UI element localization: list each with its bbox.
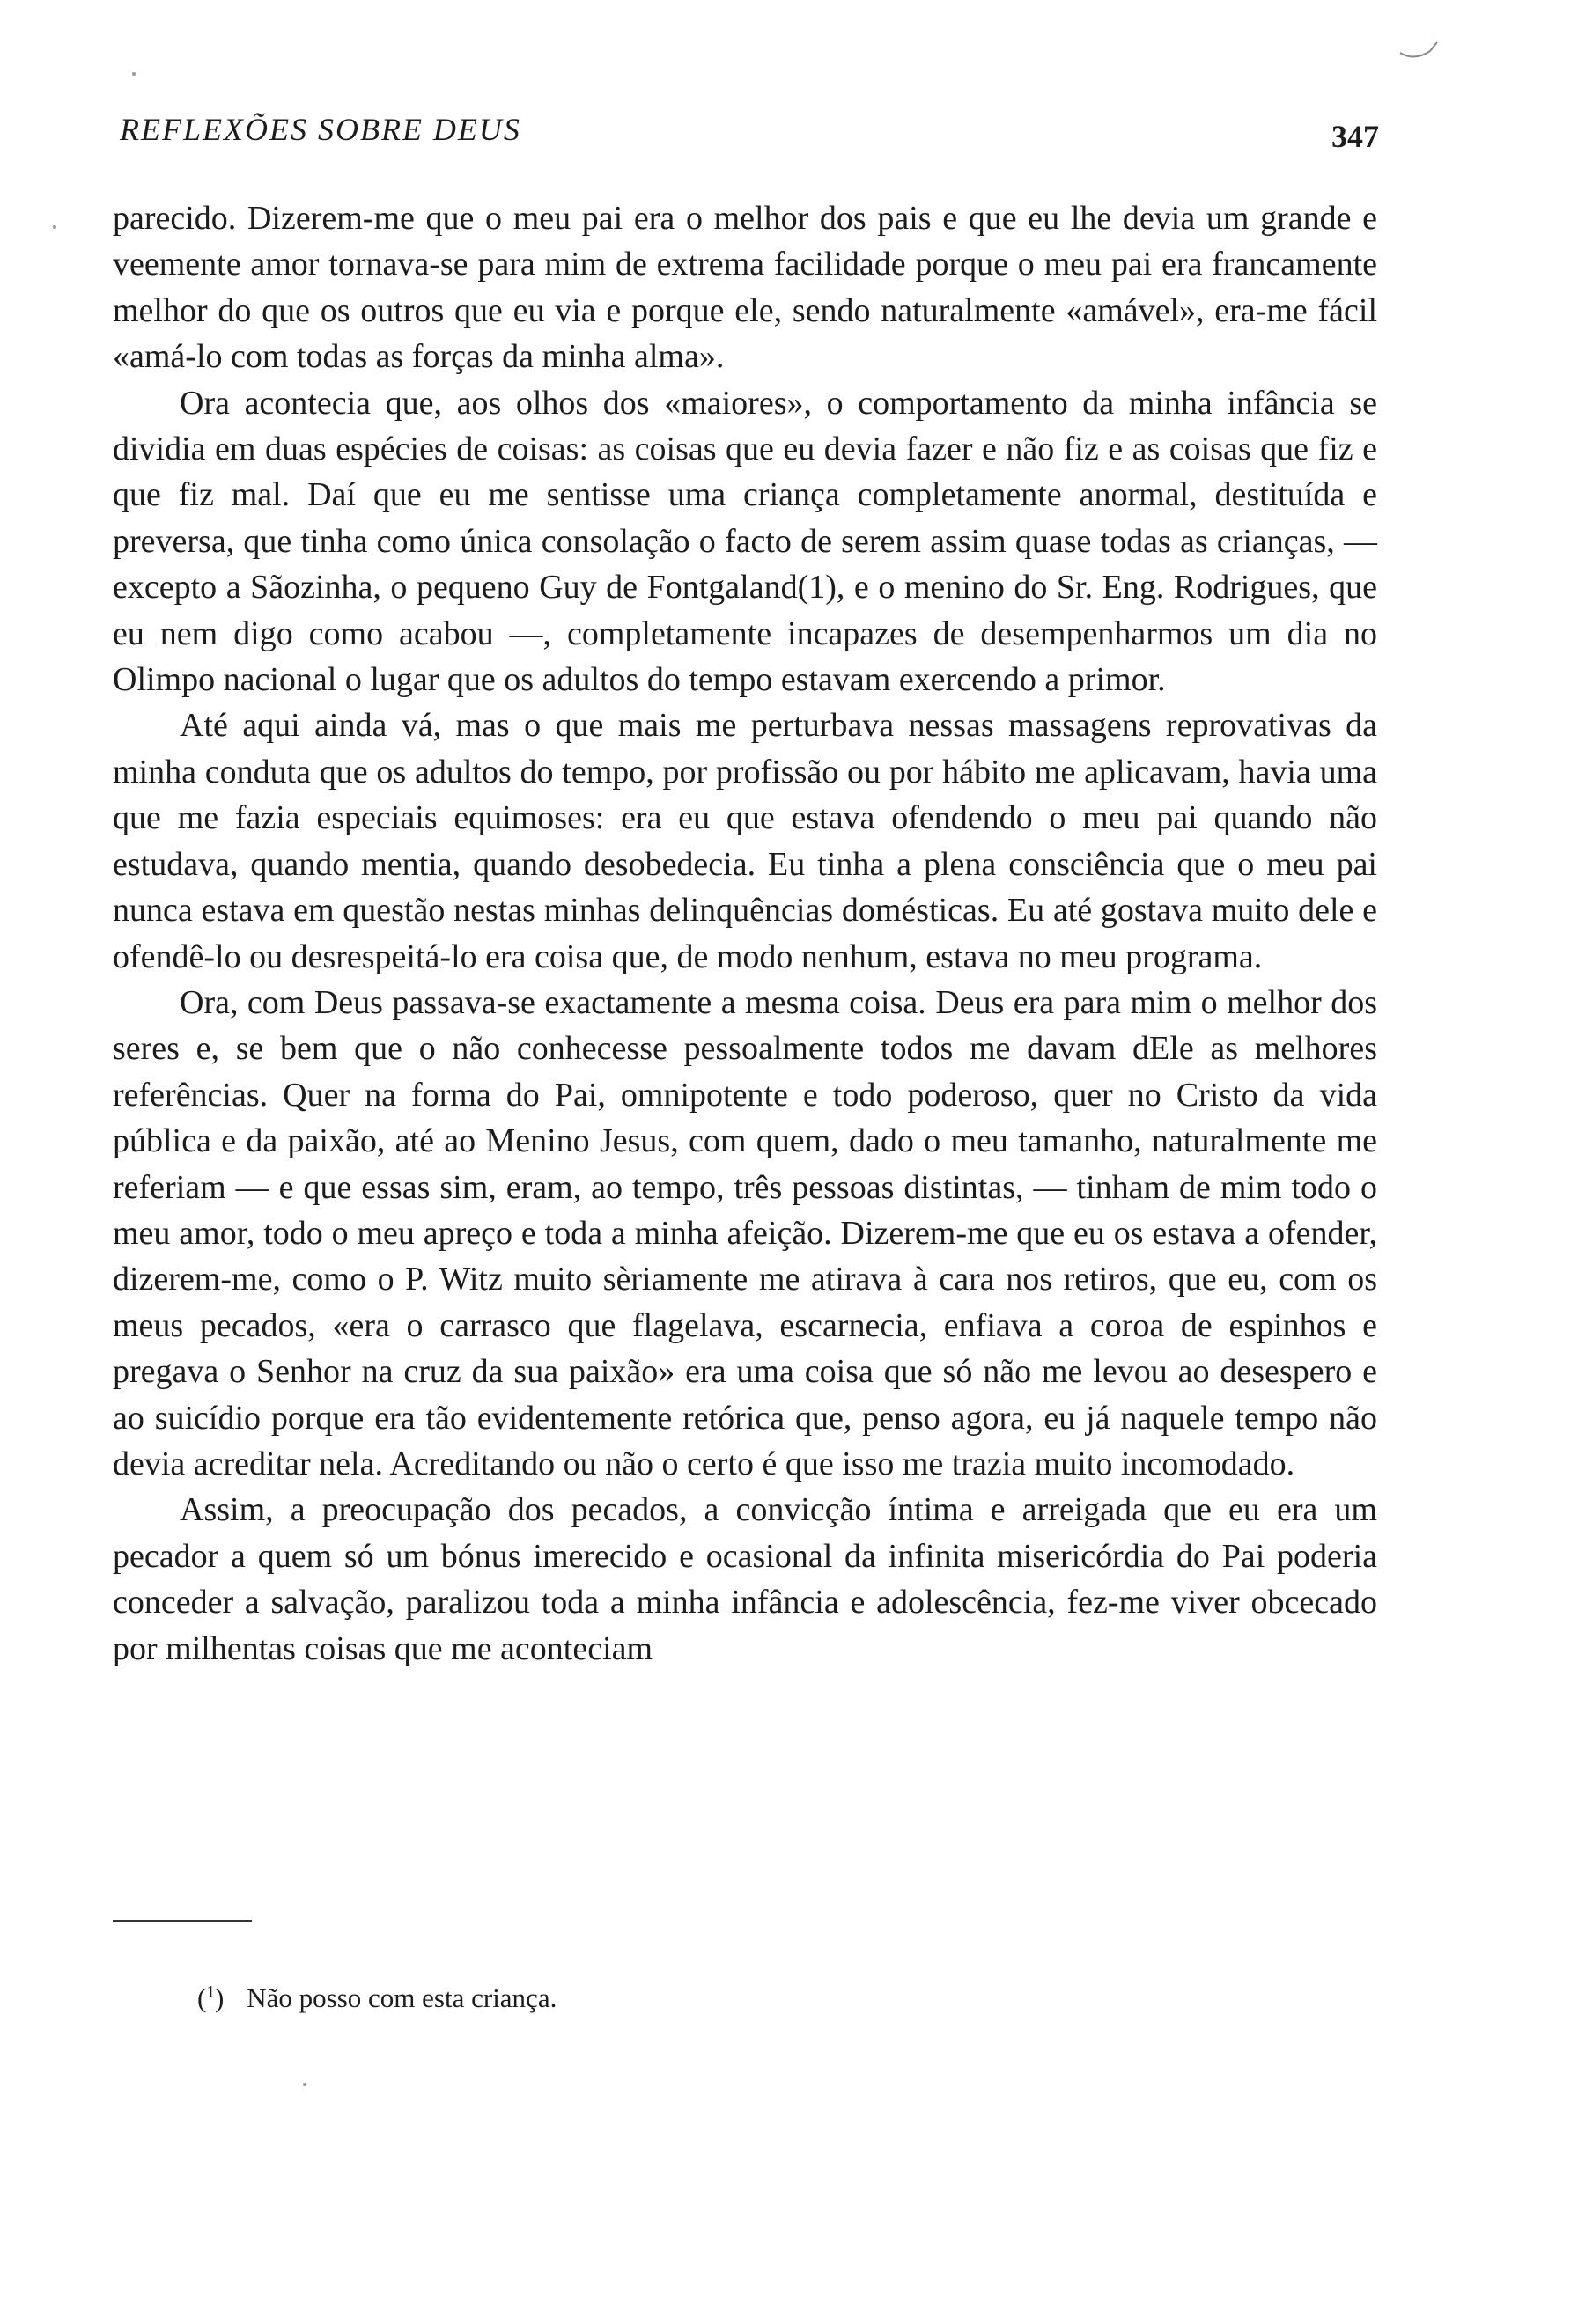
footnote-marker-number: 1 — [206, 1982, 215, 2002]
body-text — [113, 195, 1377, 1672]
scan-speck — [303, 2083, 306, 2086]
paragraph: Ora, com Deus passava-se exactamente a mesma coisa. Deus era para mim o melhor dos seres e, se bem que o não conhecesse pessoalmente todos me davam dEle as melhores referências. Quer na forma do Pai, omnipotente e todo poderoso, quer no Cristo da vida pública e da paixão, até ao Menino Jesus, com quem, dado o meu tamanho, naturalmente me referiam — e que essas sim, eram, ao tempo, três pessoas distintas, — tinham de mim todo o meu amor, todo o meu apreço e toda a minha afeição. Dizerem-me que eu os estava a ofender, dizerem-me, como o P. Witz muito sèriamente me atirava à cara nos retiros, que eu, com os meus pecados, «era o carrasco que flagelava, escarnecia, enfiava a coroa de espinhos e pregava o Senhor na cruz da sua paixão» era uma coisa que só não me levou ao desespero e ao suicídio porque era tão evidentemente retórica que, penso agora, eu já naquele tempo não devia acreditar nela. Acreditando ou não o certo é que isso me trazia muito incomodado. — [113, 983, 1377, 1482]
footnote-text: Não posso com esta criança. — [247, 1982, 557, 2013]
running-title: REFLEXÕES SOBRE DEUS — [120, 112, 521, 147]
running-head — [120, 104, 1379, 157]
paragraph: Assim, a preocupação dos pecados, a convicção íntima e arreigada que eu era um pecador a quem só um bónus imerecido e ocasional da infinita misericórdia do Pai poderia conceder a salvação, paralizou toda a minha infância e adolescência, fez-me viver obcecado por milhentas coisas que me aconteciam — [113, 1491, 1377, 1667]
footnote-reference: (1) — [797, 569, 837, 607]
paragraph: Até aqui ainda vá, mas o que mais me perturbava nessas massagens reprovativas da minha conduta que os adultos do tempo, por profissão ou por hábito me aplicavam, havia uma que me fazia especiais equimoses: era eu que estava ofendendo o meu pai quando não estudava, quando mentia, quando desobedecia. Eu tinha a plena consciência que o meu pai nunca estava em questão nestas minhas delinquências domésticas. Eu até gostava muito dele e ofendê-lo ou desrespeitá-lo era coisa que, de modo nenhum, estava no meu programa. — [113, 707, 1377, 975]
page-number: 347 — [1331, 119, 1379, 154]
scan-speck — [132, 72, 136, 76]
footnote-marker-open: ( — [197, 1982, 207, 2013]
footnote — [197, 1982, 557, 2014]
paragraph: parecido. Dizerem-me que o meu pai era o melhor dos pais e que eu lhe devia um grande e veemente amor tornava-se para mim de extrema facilidade porque o meu pai era francamente melhor do que os outros que eu via e porque ele, sendo naturalmente «amável», era-me fácil «amá-lo com todas as forças da minha alma». — [113, 200, 1377, 376]
footnote-rule — [113, 1920, 252, 1922]
scan-mark-icon — [1398, 35, 1442, 67]
footnote-marker — [197, 1982, 224, 2013]
paragraph-text: Ora acontecia que, aos olhos dos «maiores», o comportamento da minha infância se dividia em duas espécies de coisas: as coisas que eu devia fazer e não fiz e as coisas que fiz e que fiz mal. Daí que eu me sentisse uma criança completamente anormal, destituída e preversa, que tinha como única consolação o facto de serem assim quase todas as crianças, — excepto a Sãozinha, o pequeno Guy de Fontgaland — [113, 384, 1377, 607]
paragraph-text: , e o menino do Sr. Eng. Rodrigues, que eu nem digo como acabou —, completamente incapazes de desempenharmos um dia no Olimpo nacional o lugar que os adultos do tempo estavam exercendo a primor. — [113, 569, 1377, 699]
scan-speck — [53, 225, 56, 229]
paragraph — [113, 380, 1377, 703]
footnote-marker-close: ) — [214, 1982, 225, 2013]
